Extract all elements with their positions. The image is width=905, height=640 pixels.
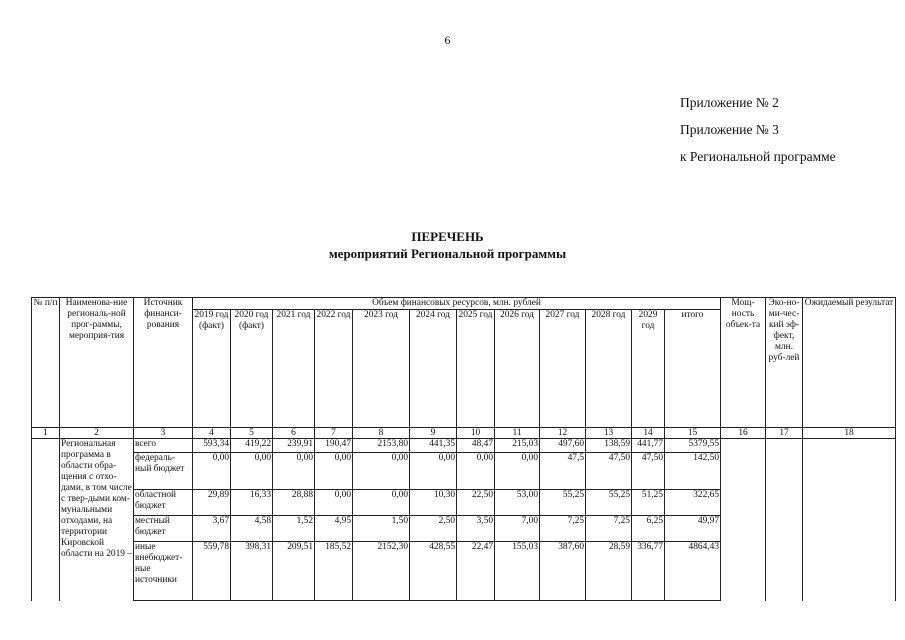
header-year: 2027 год [540,310,586,428]
header-year: 2021 год [273,310,315,428]
value-cell: 387,60 [540,542,586,601]
expected-result-cell [803,439,896,601]
appendix-line-1: Приложение № 2 [680,95,779,110]
header-year: 2024 год [410,310,457,428]
value-cell: 4,95 [315,516,353,542]
header-year: 2019 год (факт) [193,310,231,428]
column-number: 4 [193,428,231,439]
column-number: 18 [803,428,896,439]
header-year: 2023 год [353,310,410,428]
value-cell: 0,00 [231,453,273,490]
column-number: 5 [231,428,273,439]
value-cell: 48,47 [457,439,495,453]
row-num-cell [32,439,60,601]
value-cell: 190,47 [315,439,353,453]
source-cell: местный бюджет [134,516,193,542]
value-cell: 239,91 [273,439,315,453]
value-cell: 51,25 [632,490,665,516]
header-economic-effect: Эко-но-ми-чес-кий эф-фект, млн. руб-лей [766,298,803,428]
value-cell: 0,00 [457,453,495,490]
value-cell: 22,50 [457,490,495,516]
value-cell: 441,35 [410,439,457,453]
value-cell: 593,34 [193,439,231,453]
value-cell: 47,5 [540,453,586,490]
value-cell: 0,00 [193,453,231,490]
value-cell: 2152,30 [353,542,410,601]
value-cell: 47,50 [632,453,665,490]
column-number: 6 [273,428,315,439]
document-subtitle: мероприятий Региональной программы [328,246,567,261]
value-cell: 0,00 [353,490,410,516]
column-number: 11 [495,428,540,439]
value-cell: 0,00 [315,490,353,516]
document-title: ПЕРЕЧЕНЬ [411,229,484,244]
total-cell: 4864,43 [665,542,721,601]
source-cell: иные внебюджет-ные источники [134,542,193,601]
value-cell: 336,77 [632,542,665,601]
measures-table [31,297,896,601]
value-cell: 1,50 [353,516,410,542]
header-source: Источник финанси-рования [134,298,193,428]
appendix-line-2: Приложение № 3 [680,122,779,137]
column-number: 9 [410,428,457,439]
total-cell: 142,50 [665,453,721,490]
value-cell: 138,59 [586,439,632,453]
value-cell: 55,25 [540,490,586,516]
header-year: 2025 год [457,310,495,428]
source-cell: областной бюджет [134,490,193,516]
program-name: Региональная программа в области обра-щения с отхо-дами, в том числе с твер-дыми ком-мунальными отходами, на территории Кировской области на 2019 – [60,439,134,601]
economic-effect-cell [766,439,803,601]
header-year: 2026 год [495,310,540,428]
header-name: Наименова-ние региональ-ной прог-раммы, мероприя-тия [60,298,134,428]
column-number: 3 [134,428,193,439]
column-number: 15 [665,428,721,439]
page-number: 6 [444,33,451,47]
column-number: 12 [540,428,586,439]
value-cell: 3,67 [193,516,231,542]
column-number: 7 [315,428,353,439]
header-num: № п/п [32,298,60,428]
value-cell: 0,00 [353,453,410,490]
column-number: 1 [32,428,60,439]
header-year: 2020 год (факт) [231,310,273,428]
value-cell: 2,50 [410,516,457,542]
value-cell: 0,00 [315,453,353,490]
value-cell: 10,30 [410,490,457,516]
column-number: 8 [353,428,410,439]
header-capacity: Мощ-ность объек-та [721,298,766,428]
source-cell: федераль-ный бюджет [134,453,193,490]
value-cell: 185,52 [315,542,353,601]
header-year: 2029 год [632,310,665,428]
total-cell: 322,65 [665,490,721,516]
value-cell: 55,25 [586,490,632,516]
source-cell: всего [134,439,193,453]
value-cell: 1,52 [273,516,315,542]
column-number: 2 [60,428,134,439]
header-expected-result: Ожидаемый результат [803,298,896,428]
column-number: 10 [457,428,495,439]
value-cell: 53,00 [495,490,540,516]
column-number: 14 [632,428,665,439]
total-cell: 49,97 [665,516,721,542]
column-number: 16 [721,428,766,439]
value-cell: 559,78 [193,542,231,601]
value-cell: 428,55 [410,542,457,601]
column-number: 13 [586,428,632,439]
value-cell: 398,31 [231,542,273,601]
value-cell: 28,59 [586,542,632,601]
value-cell: 16,33 [231,490,273,516]
value-cell: 7,00 [495,516,540,542]
value-cell: 6,25 [632,516,665,542]
capacity-cell [721,439,766,601]
value-cell: 47,50 [586,453,632,490]
value-cell: 0,00 [495,453,540,490]
value-cell: 2153,80 [353,439,410,453]
value-cell: 29,89 [193,490,231,516]
value-cell: 4,58 [231,516,273,542]
value-cell: 441,77 [632,439,665,453]
value-cell: 419,22 [231,439,273,453]
header-year: 2022 год [315,310,353,428]
value-cell: 155,03 [495,542,540,601]
total-cell: 5379,55 [665,439,721,453]
header-year: 2028 год [586,310,632,428]
value-cell: 7,25 [586,516,632,542]
value-cell: 7,25 [540,516,586,542]
column-number: 17 [766,428,803,439]
value-cell: 209,51 [273,542,315,601]
header-volume-group: Объем финансовых ресурсов, млн. рублей [193,298,721,310]
value-cell: 28,88 [273,490,315,516]
value-cell: 3,50 [457,516,495,542]
value-cell: 215,03 [495,439,540,453]
value-cell: 0,00 [410,453,457,490]
value-cell: 22,47 [457,542,495,601]
appendix-line-3: к Региональной программе [680,149,836,164]
value-cell: 0,00 [273,453,315,490]
header-total: итого [665,310,721,428]
value-cell: 497,60 [540,439,586,453]
